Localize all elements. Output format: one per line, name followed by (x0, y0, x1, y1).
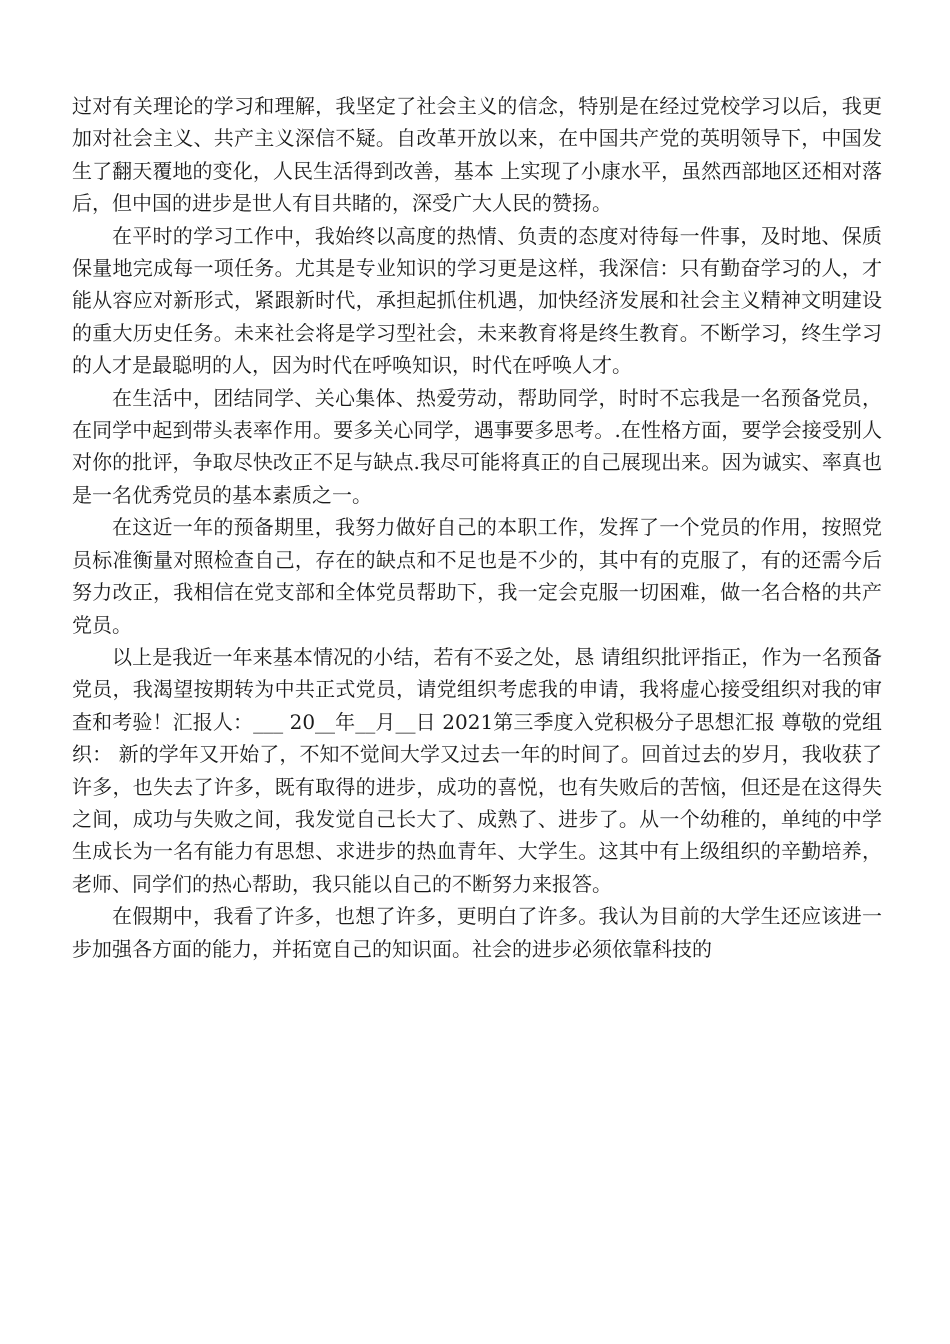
paragraph-1: 过对有关理论的学习和理解，我坚定了社会主义的信念，特别是在经过党校学习以后，我更加对社会主义、共产主义深信不疑。自改革开放以来，在中国共产党的英明领导下，中国发生了翻天覆地的变化，人民生活得到改善，基本 上实现了小康水平，虽然西部地区还相对落后，但中国的进步是世人有目共睹的，深受广大人民的赞扬。 (72, 94, 882, 216)
paragraph-2: 在平时的学习工作中，我始终以高度的热情、负责的态度对待每一件事，及时地、保质保量地完成每一项任务。尤其是专业知识的学习更是这样，我深信：只有勤奋学习的人，才能从容应对新形式，紧跟新时代，承担起抓住机遇，加快经济发展和社会主义精神文明建设的重大历史任务。未来社会将是学习型社会，未来教育将是终生教育。不断学习，终生学习的人才是最聪明的人，因为时代在呼唤知识，时代在呼唤人才。 (72, 223, 882, 378)
paragraph-3: 在生活中，团结同学、关心集体、热爱劳动，帮助同学，时时不忘我是一名预备党员，在同学中起到带头表率作用。要多关心同学，遇事要多思考。.在性格方面，要学会接受别人对你的批评，争取尽快改正不足与缺点.我尽可能将真正的自己展现出来。因为诚实、率真也是一名优秀党员的基本素质之一。 (72, 385, 882, 507)
paragraph-6: 在假期中，我看了许多，也想了许多，更明白了许多。我认为目前的大学生还应该进一步加强各方面的能力，并拓宽自己的知识面。社会的进步必须依靠科技的 (72, 904, 882, 961)
paragraph-4: 在这近一年的预备期里，我努力做好自己的本职工作，发挥了一个党员的作用，按照党员标准衡量对照检查自己，存在的缺点和不足也是不少的，其中有的克服了，有的还需今后努力改正，我相信在党支部和全体党员帮助下，我一定会克服一切困难，做一名合格的共产党员。 (72, 515, 882, 637)
paragraph-5: 以上是我近一年来基本情况的小结，若有不妥之处，恳 请组织批评指正，作为一名预备党员，我渴望按期转为中共正式党员，请党组织考虑我的申请，我将虚心接受组织对我的审查和考验！汇报人：___ 20__年__月__日 2021第三季度入党积极分子思想汇报 尊敬的党组织： 新的学年又开始了，不知不觉间大学又过去一年的时间了。回首过去的岁月，我收获了许多，也失去了许多，既有取得的进步，成功的喜悦，也有失败后的苦恼，但还是在这得失之间，成功与失败之间，我发觉自己长大了、成熟了、进步了。从一个幼稚的，单纯的中学生成长为一名有能力有思想、求进步的热血青年、大学生。这其中有上级组织的辛勤培养，老师、同学们的热心帮助，我只能以自己的不断努力来报答。 (72, 644, 882, 896)
document-page (72, 90, 882, 965)
